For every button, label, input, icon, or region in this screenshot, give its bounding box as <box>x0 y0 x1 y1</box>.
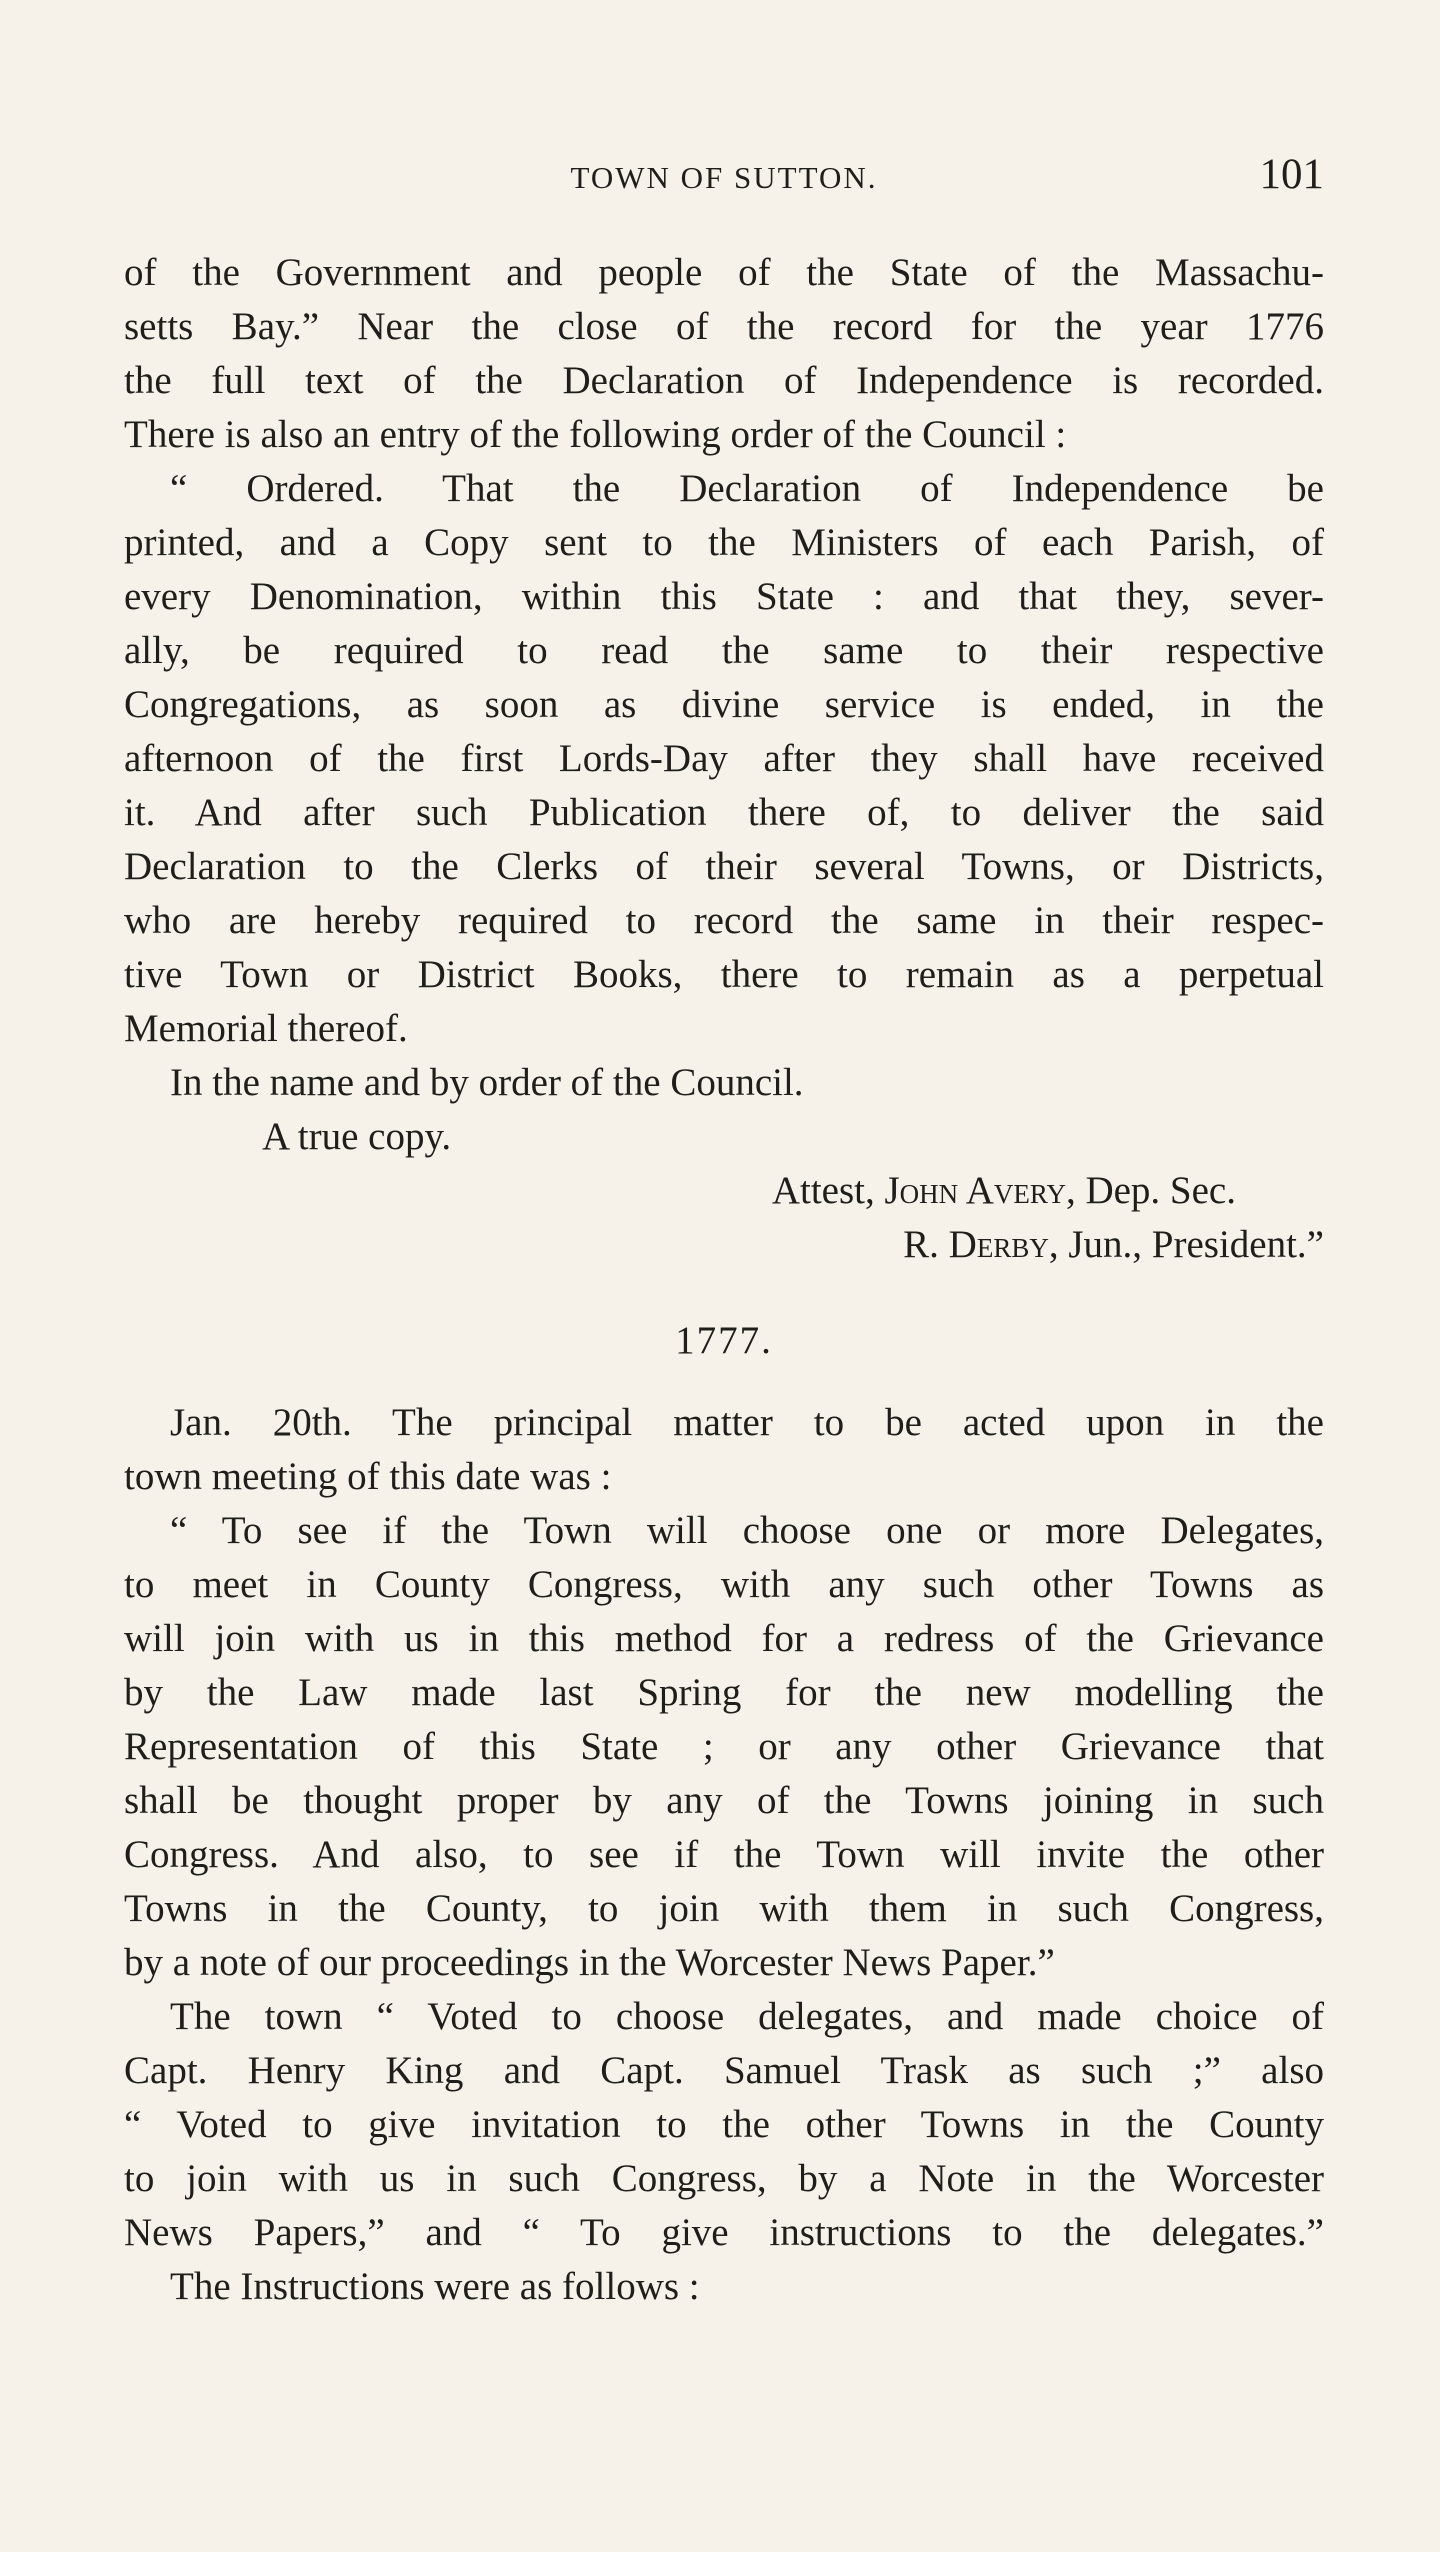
text-line: town meeting of this date was : <box>124 1455 612 1498</box>
text-line: The Instructions were as follows : <box>170 2265 700 2308</box>
president-name: R. Derby <box>903 1223 1049 1266</box>
paragraph-town-vote <box>124 1990 1324 2260</box>
paragraph-warrant-article <box>124 1504 1324 1990</box>
text-line: afternoon of the first Lords-Day after they shall have received <box>124 737 1324 780</box>
text-line: News Papers,” and “ To give instructions to the delegates.” <box>124 2211 1324 2254</box>
text-line: Capt. Henry King and Capt. Samuel Trask as such ;” also <box>124 2049 1324 2092</box>
signoff-line-true-copy: A true copy. <box>262 1115 452 1158</box>
text-line: Congress. And also, to see if the Town will invite the other <box>124 1833 1324 1876</box>
running-head: TOWN OF SUTTON. <box>570 160 878 195</box>
paragraph-instructions <box>124 2260 1324 2314</box>
signoff-block <box>124 1056 1324 1272</box>
signoff-line-council: In the name and by order of the Council. <box>170 1061 804 1104</box>
text-line: will join with us in this method for a redress of the Grievance <box>124 1617 1324 1660</box>
text-line: by the Law made last Spring for the new modelling the <box>124 1671 1324 1714</box>
paragraph-intro <box>124 246 1324 462</box>
text-line: Representation of this State ; or any other Grievance that <box>124 1725 1324 1768</box>
text-line: Towns in the County, to join with them in such Congress, <box>124 1887 1324 1930</box>
text-line: “ Voted to give invitation to the other Towns in the County <box>124 2103 1324 2146</box>
text-line: Memorial thereof. <box>124 1007 408 1050</box>
paragraph-council-order <box>124 462 1324 1056</box>
text-line: who are hereby required to record the same in their respec- <box>124 899 1324 942</box>
text-line: There is also an entry of the following order of the Council : <box>124 413 1067 456</box>
text-line: setts Bay.” Near the close of the record for the year 1776 <box>124 305 1324 348</box>
text-line: to join with us in such Congress, by a Note in the Worcester <box>124 2157 1324 2200</box>
text-line: the full text of the Declaration of Independence is recorded. <box>124 359 1324 402</box>
text-line: “ Ordered. That the Declaration of Independence be <box>170 467 1324 510</box>
text-line: tive Town or District Books, there to remain as a perpetual <box>124 953 1324 996</box>
president-suffix: , Jun., President.” <box>1048 1223 1324 1266</box>
signoff-president <box>124 1218 1324 1272</box>
year-heading: 1777. <box>675 1319 773 1362</box>
text-line: Jan. 20th. The principal matter to be acted upon in the <box>170 1401 1324 1444</box>
paragraph-jan-20 <box>124 1396 1324 1504</box>
signoff-attest <box>124 1164 1324 1218</box>
text-line: ally, be required to read the same to their respective <box>124 629 1324 672</box>
book-page <box>124 0 1324 2552</box>
text-line: The town “ Voted to choose delegates, and made choice of <box>170 1995 1324 2038</box>
text-line: it. And after such Publication there of, to deliver the said <box>124 791 1324 834</box>
text-line: to meet in County Congress, with any such other Towns as <box>124 1563 1324 1606</box>
page-header <box>124 150 1324 210</box>
text-line: shall be thought proper by any of the Towns joining in such <box>124 1779 1324 1822</box>
page-body <box>124 246 1324 2314</box>
text-line: by a note of our proceedings in the Worcester News Paper.” <box>124 1941 1055 1984</box>
text-line: “ To see if the Town will choose one or more Delegates, <box>170 1509 1324 1552</box>
attest-name: John Avery <box>884 1169 1066 1212</box>
text-line: of the Government and people of the State of the Massachu- <box>124 251 1324 294</box>
attest-prefix: Attest, <box>771 1169 885 1212</box>
attest-suffix: , Dep. Sec. <box>1065 1169 1236 1212</box>
page-number: 101 <box>1259 151 1324 198</box>
text-line: Congregations, as soon as divine service is ended, in the <box>124 683 1324 726</box>
text-line: Declaration to the Clerks of their several Towns, or Districts, <box>124 845 1324 888</box>
text-line: every Denomination, within this State : and that they, sever- <box>124 575 1324 618</box>
text-line: printed, and a Copy sent to the Ministers of each Parish, of <box>124 521 1324 564</box>
